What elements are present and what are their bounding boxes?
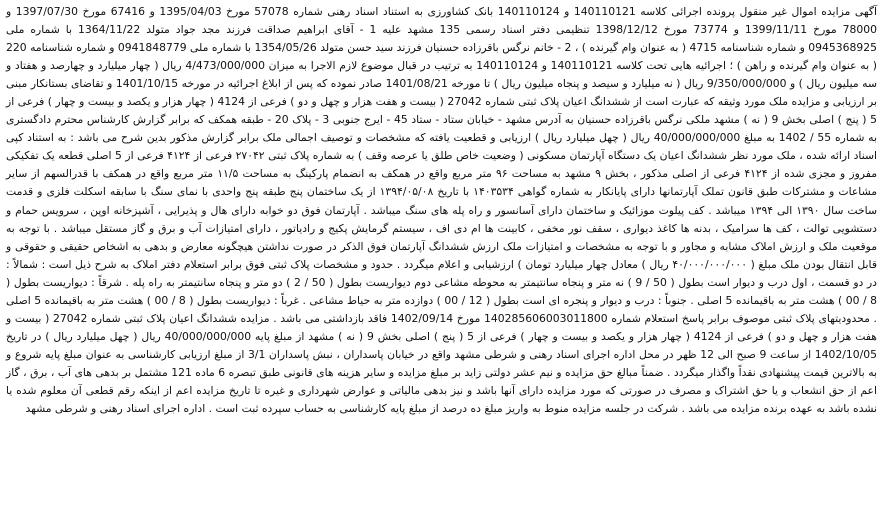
notice-body: آگهی مزایده اموال غیر منقول پرونده اجرائی کلاسه 140110121 و 140110124 بانک کشاورزی به استناد اسناد رهنی شماره 57078 مورخ 1395/04/03 و 67416 مورخ 1397/07/30 و 78000 مورخ 1399/11/11 و 73774 مورخ 1398/12/12 تنظیمی دفتر اسناد رسمی 135 مشهد علیه 1 - آقای ابراهیم صداقت فرزند مجد جواد متولد 1364/11/22 با شماره ملی 0945368925 و شماره شناسنامه 4715 ( به عنوان وام گیرنده ) ، 2 - خانم نرگس باقرزاده حسنیان فرزند سید حسن متولد 1354/05/26 با شماره ملی 0941848779 و شماره شناسنامه 220 ( به عنوان وام گیرنده و راهن ) ؛ اجرائیه هایی تحت کلاسه 140110121 و 140110124 به ترتیب در قبال موضوع لازم الاجرا به میزان 4/473/000/000 ریال ( چهار میلیارد و چهارصد و هفتاد و سه میلیون ریال ) و 9/350/000/000 ریال ( نه میلیارد و سیصد و پنجاه میلیون ریال ) تا مورخه 1401/08/21 صادر نموده که پس از ابلاغ اجرائیه در مورخه 1401/10/15 و تقاضای بستانکار مبنی بر ارزیابی و مزایده ملک مورد وثیقه که عبارت است از ششدانگ اعیان پلاک ثبتی شماره 27042 ( بیست و هفت هزار و چهل و دو ) فرعی از 4124 ( چهار هزار و یکصد و بیست و چهار ) فرعی از 5 ( پنج ) اصلی بخش 9 ( نه ) مشهد ملکی نرگس باقرزاده حسنیان به آدرس مشهد - خیابان ستاد - ستاد 45 - ایرج جنوبی 3 - پلاک 20 - طبقه همکف که برابر گزارش کارشناس محترم دادگستری به شماره 55 / 1402 به مبلغ 40/000/000/000 ریال ( چهل میلیارد ریال ) ارزیابی و قطعیت یافته که مشخصات و توصیف اجمالی ملک برابر گزارش مذکور بدین شرح می باشد : به استناد کپی اسناد ارائه شده ، ملک مورد نظر ششدانگ اعیان یک دستگاه آپارتمان مسکونی ( وضعیت خاص طلق یا عرصه وقف ) به شماره پلاک ثبتی ۲۷۰۴۲ فرعی از ۴۱۲۴ فرعی از 5 اصلی قطعه یک تفکیکی مفروز و مجزی شده از ۴۱۲۴ فرعی از اصلی مذکور ، بخش ۹ مشهد به مساحت ۹۶ متر مربع واقع در همکف به انضمام پارکینگ به مساحت ۱۱/۵ متر مربع واقع در همکف با قدرالسهم از سایر مشاعات و مشترکات طبق قانون تملک آپارتمانها دارای پایانکار به شماره گواهی ۱۴۰۳۵۳۴ با تاریخ ۱۳۹۴/۰۵/۰۸ از یک ساختمان پنج طبقه پنج واحدی با نمای سنگ با سابقه اسکلت فلزی و قدمت ساخت سال ۱۳۹۰ الی ۱۳۹۴ میباشد . کف پیلوت موزائیک و ساختمان دارای آسانسور و راه پله های سنگ میباشد . آپارتمان فوق دو خوابه دارای هال و پذیرایی ، آشپزخانه اوپن ، سرویس حمام و دستشویی توالت ، کف ها سرامیک ، بدنه ها کاغذ دیواری ، سقف نور مخفی ، کابینت ها ام دی اف ، سیستم گرمایش پکیج و رادیاتور ، دارای امتیازات آب و برق و گاز مستقل میباشد . با توجه به موقعیت ملک و ارزش املاک مشابه و مجاور و با توجه به مشخصات و امتیازات ملک ارزش ششدانگ آپارتمان فوق الذکر در صورت نداشتن هیچگونه معارض و بدهی به اشخاص حقیقی و حقوقی و قابل انتقال بودن ملک مبلغ ( ۴۰/۰۰۰/۰۰۰/۰۰۰ ریال ) معادل چهار میلیارد تومان ) ارزشیابی و اعلام میگردد . حدود و مشخصات پلاک ثبتی فوق برابر استعلام دفتر املاک به شرح ذیل است : شمالاً : در دو قسمت ، اول درب و دیوار است بطول ( 50 / 9 ) نه متر و پنجاه سانتیمتر به محوطه مشاعی دوم دیواریست بطول ( 50 / 2 ) دو متر و پنجاه سانتیمتر به راه پله . شرقاً : دیواریست بطول ( 8 / 00 ) هشت متر به باقیمانده 5 اصلی . جنوباً : درب و دیوار و پنجره ای است بطول ( 12 / 00 ) دوازده متر به حیاط مشاعی . غرباً : دیواریست بطول ( 8 / 00 ) هشت متر به باقیمانده 5 اصلی . محدودیتهای پلاک ثبتی موصوف برابر پاسخ استعلام شماره 140285606003011800 مورخ 1402/09/14 فاقد بازداشتی می باشد . مزایده ششدانگ اعیان پلاک ثبتی شماره 27042 ( بیست و هفت هزار و چهل و دو ) فرعی از 4124 ( چهار هزار و یکصد و بیست و چهار ) فرعی از 5 ( پنج ) اصلی بخش 9 ( نه ) مشهد از مبلغ پایه 40/000/000/000 ریال ( چهل میلیارد ریال ) در تاریخ 1402/10/05 از ساعت 9 صبح الی 12 ظهر در محل اداره اجرای اسناد رهنی و شرطی مشهد واقع در خیابان پاسداران ، نبش پاسداران 3/1 از مبلغ ارزیابی کارشناسی به عنوان مبلغ پایه شروع و به بالاترین قیمت پیشنهادی نقداً واگذار میگردد . ضمناً مبالغ حق مزایده و نیم عشر دولتی زاید بر مبلغ مزایده و سایر هزینه های قانونی طبق تبصره 6 ماده 121 مشتمل بر بدهی های آب ، برق ، گاز اعم از حق انشعاب و یا حق اشتراک و مصرف در صورتی که مورد مزایده دارای آنها باشد و نیز بدهی مالیاتی و عوارض شهرداری و غیره تا تاریخ مزایده اعم از اینکه رقم قطعی آن معلوم شده یا نشده باشد به عهده برنده مزایده می باشد . شرکت در جلسه مزایده منوط به واریز مبلغ ده درصد از مبلغ پایه کارشناسی به حساب سپرده ثبت است . اداره اجرای اسناد رهنی و شرطی مشهد	[6, 5, 878, 416]
